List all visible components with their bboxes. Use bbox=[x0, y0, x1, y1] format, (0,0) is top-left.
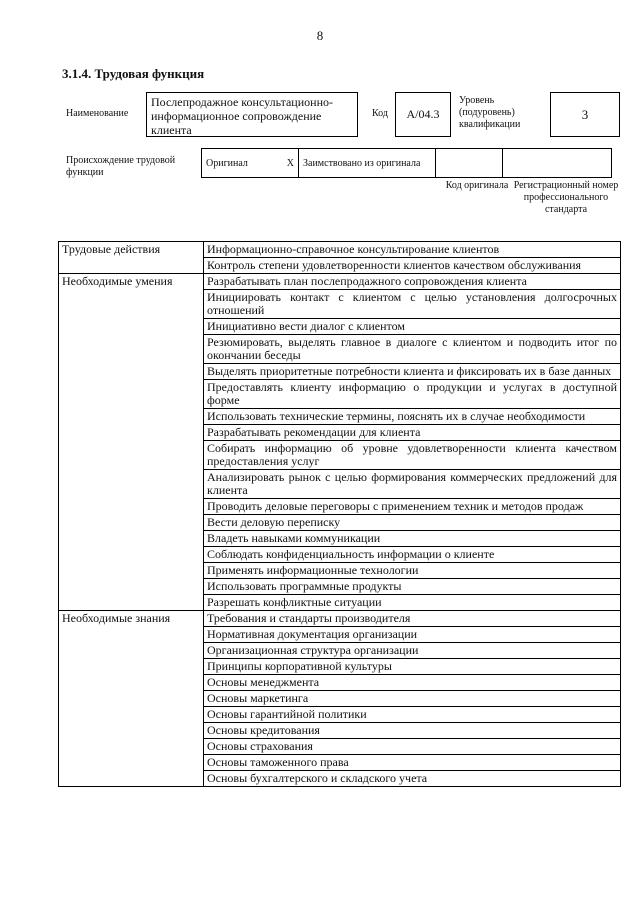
item-cell: Инициативно вести диалог с клиентом bbox=[204, 319, 621, 335]
item-cell: Разрабатывать рекомендации для клиента bbox=[204, 425, 621, 441]
item-cell: Принципы корпоративной культуры bbox=[204, 659, 621, 675]
origin-code-cell bbox=[436, 149, 503, 178]
category-cell: Необходимые умения bbox=[59, 274, 204, 611]
item-cell: Владеть навыками коммуникации bbox=[204, 531, 621, 547]
origin-label: Происхождение трудовой функции bbox=[66, 155, 176, 178]
item-cell: Основы кредитования bbox=[204, 723, 621, 739]
section-title: 3.1.4. Трудовая функция bbox=[62, 66, 205, 81]
item-cell: Применять информационные технологии bbox=[204, 563, 621, 579]
item-cell: Собирать информацию об уровне удовлетворенности клиента качеством предоставления услуг bbox=[204, 441, 621, 470]
code-original-caption: Код оригинала bbox=[445, 180, 509, 191]
item-cell: Инициировать контакт с клиентом с целью установления долгосрочных отношений bbox=[204, 290, 621, 319]
origin-original: Оригинал bbox=[202, 149, 277, 178]
item-cell: Основы гарантийной политики bbox=[204, 707, 621, 723]
page-number: 8 bbox=[316, 28, 324, 43]
level-label: Уровень (подуровень) квалификации bbox=[459, 95, 521, 130]
name-value: Послепродажное консультационно-информационное сопровождение клиента bbox=[146, 92, 358, 137]
item-cell: Основы менеджмента bbox=[204, 675, 621, 691]
item-cell: Вести деловую переписку bbox=[204, 515, 621, 531]
item-cell: Предоставлять клиенту информацию о продукции и услугах в доступной форме bbox=[204, 380, 621, 409]
category-cell: Необходимые знания bbox=[59, 611, 204, 787]
table-row bbox=[59, 242, 621, 258]
item-cell: Соблюдать конфиденциальность информации о клиенте bbox=[204, 547, 621, 563]
table-row bbox=[59, 611, 621, 627]
item-cell: Требования и стандарты производителя bbox=[204, 611, 621, 627]
item-cell: Организационная структура организации bbox=[204, 643, 621, 659]
item-cell: Информационно-справочное консультирование клиентов bbox=[204, 242, 621, 258]
item-cell: Проводить деловые переговоры с применением техник и методов продаж bbox=[204, 499, 621, 515]
item-cell: Основы бухгалтерского и складского учета bbox=[204, 771, 621, 787]
item-cell: Анализировать рынок с целью формирования коммерческих предложений для клиента bbox=[204, 470, 621, 499]
item-cell: Нормативная документация организации bbox=[204, 627, 621, 643]
code-label: Код bbox=[372, 108, 388, 119]
item-cell: Выделять приоритетные потребности клиента и фиксировать их в базе данных bbox=[204, 364, 621, 380]
item-cell: Основы таможенного права bbox=[204, 755, 621, 771]
level-value: 3 bbox=[550, 92, 620, 137]
origin-table bbox=[201, 148, 612, 178]
code-value: А/04.3 bbox=[395, 92, 451, 137]
item-cell: Использовать технические термины, пояснять их в случае необходимости bbox=[204, 409, 621, 425]
item-cell: Резюмировать, выделять главное в диалоге с клиентом и подводить итог по окончании беседы bbox=[204, 335, 621, 364]
name-label: Наименование bbox=[66, 108, 129, 119]
item-cell: Основы маркетинга bbox=[204, 691, 621, 707]
item-cell: Использовать программные продукты bbox=[204, 579, 621, 595]
origin-mark: X bbox=[276, 149, 299, 178]
item-cell: Разрешать конфликтные ситуации bbox=[204, 595, 621, 611]
item-cell: Разрабатывать план послепродажного сопровождения клиента bbox=[204, 274, 621, 290]
labor-function-table bbox=[58, 241, 621, 787]
origin-borrowed: Заимствовано из оригинала bbox=[299, 149, 436, 178]
item-cell: Основы страхования bbox=[204, 739, 621, 755]
table-row bbox=[59, 274, 621, 290]
category-cell: Трудовые действия bbox=[59, 242, 204, 274]
origin-reg-cell bbox=[503, 149, 612, 178]
reg-number-caption: Регистрационный номер профессионального стандарта bbox=[513, 180, 619, 215]
item-cell: Контроль степени удовлетворенности клиентов качеством обслуживания bbox=[204, 258, 621, 274]
